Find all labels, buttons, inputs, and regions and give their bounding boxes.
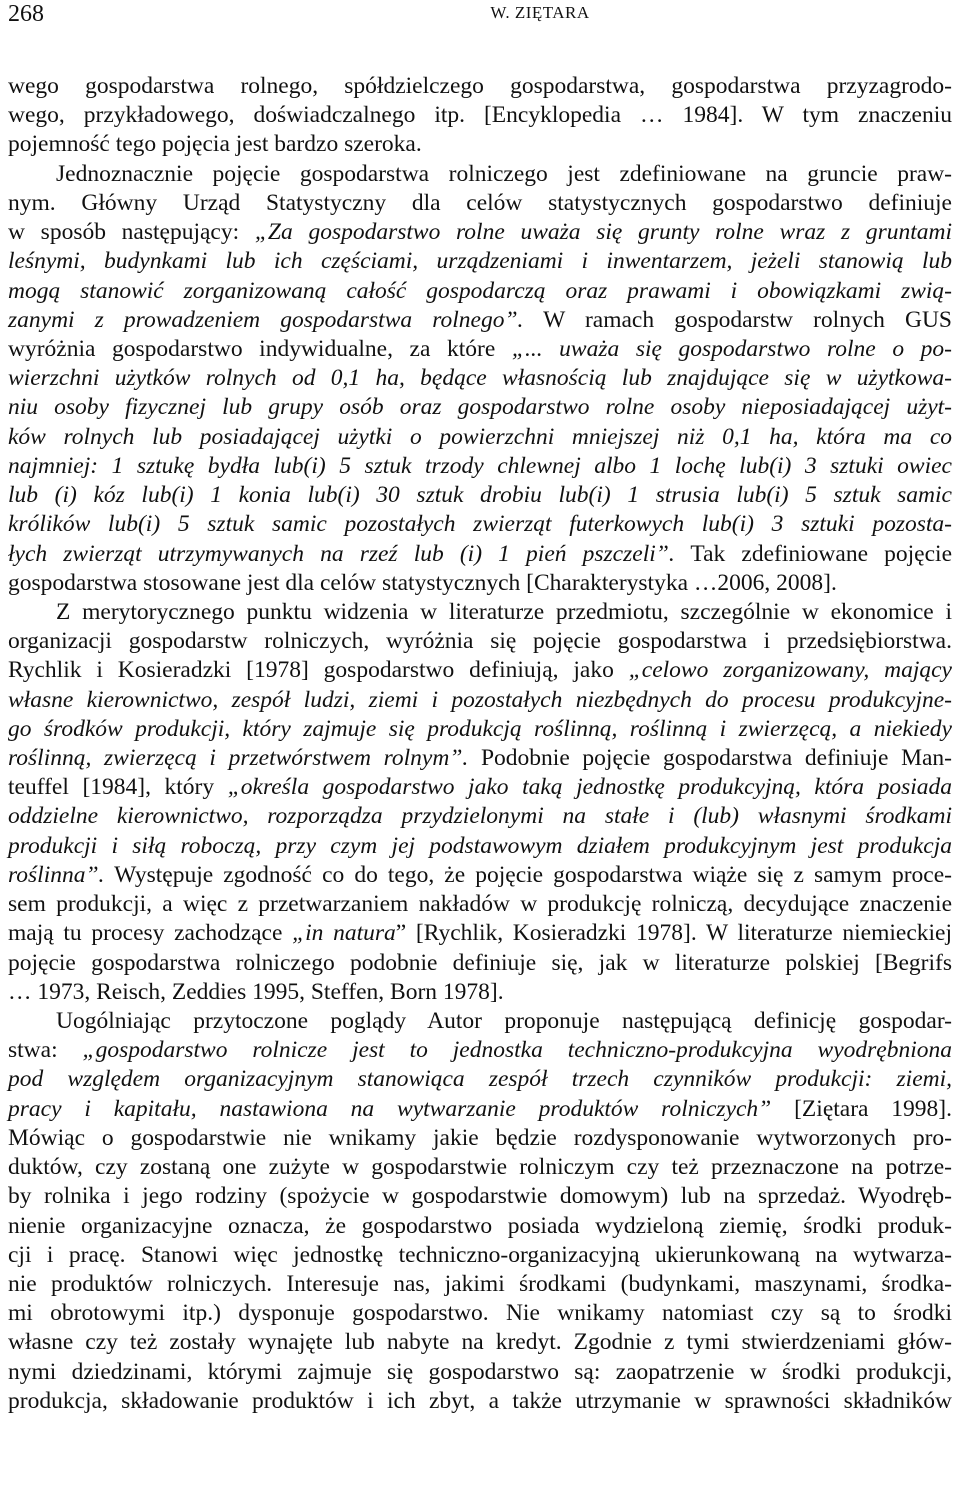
- text-line: organizacji gospodarstw rolniczych, wyróżnia się pojęcie gospodarstwa i przedsiębiorstwa.: [8, 628, 952, 655]
- page-header: [0, 0, 960, 28]
- text-line: by rolnika i jego rodziny (spożycie w gospodarstwie domowym) lub na sprzedaż. Wyodręb-: [8, 1183, 952, 1210]
- text-line: Mówiąc o gospodarstwie nie wnikamy jakie będzie rozdysponowanie wytworzonych pro-: [8, 1124, 952, 1151]
- text-line: pojemność tego pojęcia jest bardzo szeroka.: [8, 131, 422, 158]
- text-line: nym. Główny Urząd Statystyczny dla celów statystycznych gospodarstwo definiuje: [8, 189, 952, 216]
- text-line: gospodarstwa stosowane jest dla celów statystycznych [Charakterystyka …2006, 2008].: [8, 569, 837, 596]
- text-line: roślinna”. Występuje zgodność co do tego, że pojęcie gospodarstwa wiąże się z samym proce-: [8, 861, 952, 888]
- text-line: wyróżnia gospodarstwo indywidualne, za które „... uważa się gospodarstwo rolne o po-: [8, 335, 952, 362]
- text-line: nymi dziedzinami, którymi zajmuje się gospodarstwo są: zaopatrzenie w środki produkcji,: [8, 1358, 952, 1385]
- text-line: Rychlik i Kosieradzki [1978] gospodarstwo definiują, jako „celowo zorganizowany, mający: [8, 657, 952, 684]
- text-line: ków rolnych lub posiadającej użytki o powierzchni mniejszej niż 0,1 ha, która ma co: [8, 423, 952, 450]
- text-line: wierzchni użytków rolnych od 0,1 ha, będące własnością lub znajdujące się w użytkowa-: [8, 365, 952, 392]
- text-line: … 1973, Reisch, Zeddies 1995, Steffen, Born 1978].: [8, 978, 504, 1005]
- text-line: teuffel [1984], który „określa gospodarstwo jako taką jednostkę produkcyjną, która posiada: [8, 774, 952, 801]
- text-line: go środków produkcji, który zajmuje się produkcją roślinną, roślinną i zwierzęcą, a niekiedy: [8, 715, 952, 742]
- text-line: mi obrotowymi itp.) dysponuje gospodarstwo. Nie wnikamy natomiast czy są to środki: [8, 1300, 952, 1327]
- text-line: stwa: „gospodarstwo rolnicze jest to jednostka techniczno-produkcyjna wyodrębniona: [8, 1037, 952, 1064]
- text-line: wego gospodarstwa rolnego, spółdzielczego gospodarstwa, gospodarstwa przyzagrodo-: [8, 73, 952, 99]
- text-line: najmniej: 1 sztukę bydła lub(i) 5 sztuk trzody chlewnej albo 1 lochę lub(i) 3 sztuki owiec: [8, 452, 952, 479]
- text-line: nie produktów rolniczych. Interesuje nas, jakimi środkami (budynkami, maszynami, środka-: [8, 1270, 952, 1297]
- text-line: pracy i kapitału, nastawiona na wytwarzanie produktów rolniczych” [Ziętara 1998].: [8, 1095, 953, 1122]
- text-line: wego, przykładowego, doświadczalnego itp. [Encyklopedia … 1984]. W tym znaczeniu: [8, 102, 952, 129]
- text-line: własne kierownictwo, zespół ludzi, ziemi i pozostałych niezbędnych do procesu produkcyjne-: [8, 686, 952, 713]
- text-line: leśnymi, budynkami lub ich częściami, urządzeniami i inwentarzem, jeżeli stanowią lub: [8, 248, 952, 275]
- text-line: własne czy też zostały wynajęte lub nabyte na kredyt. Zgodnie z tymi stwierdzeniami głów-: [8, 1329, 952, 1356]
- text-line: zanymi z prowadzeniem gospodarstwa rolnego”. W ramach gospodarstw rolnych GUS: [8, 306, 952, 333]
- text-line: Uogólniając przytoczone poglądy Autor proponuje następującą definicję gospodar-: [56, 1008, 952, 1034]
- text-line: pojęcie gospodarstwa rolniczego podobnie definiuje się, jak w literaturze polskiej [Begrifs: [8, 949, 952, 976]
- text-line: oddzielne kierownictwo, rozporządza przydzielonymi na stałe i (lub) własnymi środkami: [8, 803, 952, 830]
- text-line: sem produkcji, a więc z przetwarzaniem nakładów w produkcję rolniczą, decydujące znaczenie: [8, 891, 952, 918]
- text-line: lub (i) kóz lub(i) 1 konia lub(i) 30 sztuk drobiu lub(i) 1 strusia lub(i) 5 sztuk samic: [8, 482, 952, 509]
- text-line: duktów, czy zostaną one zużyte w gospodarstwie rolniczym czy też przeznaczone na potrze-: [8, 1154, 952, 1181]
- text-line: roślinną, zwierzęcą i przetwórstwem rolnym”. Podobnie pojęcie gospodarstwa definiuje Man-: [8, 745, 952, 772]
- text-line: mogą stanowić zorganizowaną całość gospodarczą oraz prawami i obowiązkami zwią-: [8, 277, 952, 304]
- body-text: [8, 72, 952, 1416]
- running-head: W. ZIĘTARA: [490, 3, 590, 22]
- text-line: Z merytorycznego punktu widzenia w literaturze przedmiotu, szczególnie w ekonomice i: [56, 598, 952, 625]
- text-line: nienie organizacyjne oznacza, że gospodarstwo posiada wydzieloną ziemię, środki produk-: [8, 1212, 952, 1239]
- text-line: mają tu procesy zachodzące „in natura” [Rychlik, Kosieradzki 1978]. W literaturze niemieckiej: [8, 920, 952, 947]
- text-line: produkcji i siłą roboczą, przy czym jej podstawowym działem produkcyjnym jest produkcja: [8, 832, 952, 859]
- text-line: cji i pracę. Stanowi więc jednostkę techniczno-organizacyjną ukierunkowaną na wytwarza-: [8, 1241, 952, 1268]
- text-line: Jednoznacznie pojęcie gospodarstwa rolniczego jest zdefiniowane na gruncie praw-: [56, 160, 952, 187]
- page-number: 268: [8, 1, 44, 27]
- text-line: królików lub(i) 5 sztuk samic pozostałych zwierząt futerkowych lub(i) 3 sztuki pozosta-: [8, 511, 952, 538]
- text-line: produkcja, składowanie produktów i ich zbyt, a także utrzymanie w sprawności składników: [8, 1387, 952, 1414]
- text-line: niu osoby fizycznej lub grupy osób oraz gospodarstwo rolne osoby nieposiadającej użyt-: [8, 394, 952, 421]
- text-line: pod względem organizacyjnym stanowiąca zespół trzech czynników produkcji: ziemi,: [8, 1066, 952, 1093]
- text-line: w sposób następujący: „Za gospodarstwo rolne uważa się grunty rolne wraz z gruntami: [8, 219, 953, 246]
- text-line: łych zwierząt utrzymywanych na rzeź lub (i) 1 pień pszczeli”. Tak zdefiniowane pojęcie: [8, 540, 952, 567]
